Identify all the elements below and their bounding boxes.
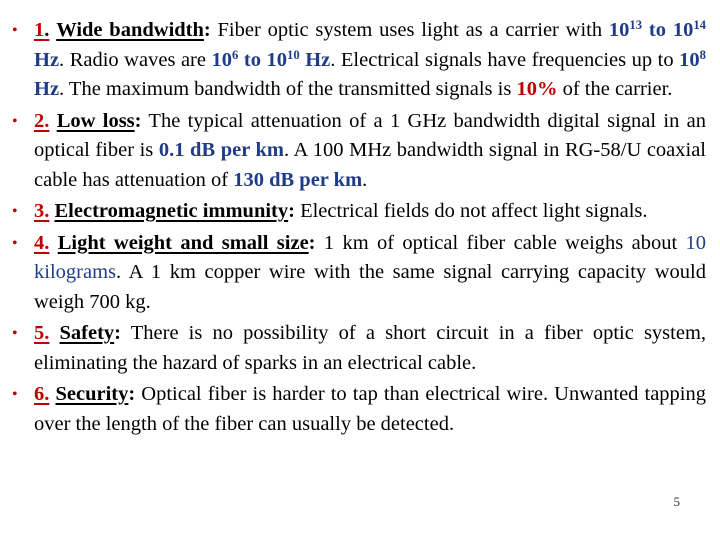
weight-value: 10 kilograms (34, 231, 707, 283)
item-number: 1. (34, 19, 50, 41)
item-number: 4. (34, 231, 50, 254)
item-number: 5. (34, 322, 50, 344)
percent-value: 10% (516, 78, 558, 100)
list-item-weight: • 4. Light weight and small size: 1 km of optical fiber cable weighs about 10 kilograms. A 1 km copper wire with the same signal carrying capacity would weigh 700 kg. (10, 229, 706, 318)
bullet-icon: • (12, 203, 18, 220)
bullet-icon: • (12, 22, 18, 39)
item-number: 6. (34, 383, 50, 405)
item-number: 2. (34, 109, 50, 132)
attenuation-fiber: 0.1 dB per km (158, 139, 284, 161)
item-heading: Wide bandwidth (56, 19, 204, 41)
advantages-list (10, 16, 706, 439)
item-heading: Security (55, 383, 129, 405)
item-heading: Safety (59, 322, 115, 344)
page-number: 5 (673, 494, 680, 509)
item-heading: Light weight and small size (57, 231, 309, 254)
item-number: 3. (34, 200, 50, 222)
list-item-low-loss: • 2. Low loss: The typical attenuation of a 1 GHz bandwidth digital signal in an optical fiber is 0.1 dB per km. A 100 MHz bandwidth signal in RG‑58/U coaxial cable has attenuation of 130 dB per km. (10, 107, 706, 196)
bullet-icon: • (12, 234, 18, 252)
bullet-icon: • (12, 112, 18, 130)
list-item-emi: • 3. Electromagnetic immunity: Electrical fields do not affect light signals. (10, 197, 706, 227)
attenuation-coax: 130 dB per km (233, 168, 363, 191)
bullet-icon: • (12, 386, 18, 403)
list-item-safety: • 5. Safety: There is no possibility of a short circuit in a fiber optic system, eliminating the hazard of sparks in an electrical cable. (10, 319, 706, 378)
list-item-security: • 6. Security: Optical fiber is harder to tap than electrical wire. Unwanted tapping over the length of the fiber can usually be detected. (10, 380, 706, 439)
item-heading: Low loss (56, 109, 135, 132)
list-item-wide-bandwidth: • 1. Wide bandwidth: Fiber optic system uses light as a carrier with $10^{13}$ to $10^{14}$ Hz. Radio waves are $10^6$ to $10^{10}$ Hz. Electrical signals have frequencies up to $10^8$ Hz. The maximum bandwidth of the transmitted signals is 10% of the carrier. (10, 16, 706, 105)
bullet-icon: • (12, 325, 18, 342)
item-heading: Electromagnetic immunity (54, 200, 289, 222)
